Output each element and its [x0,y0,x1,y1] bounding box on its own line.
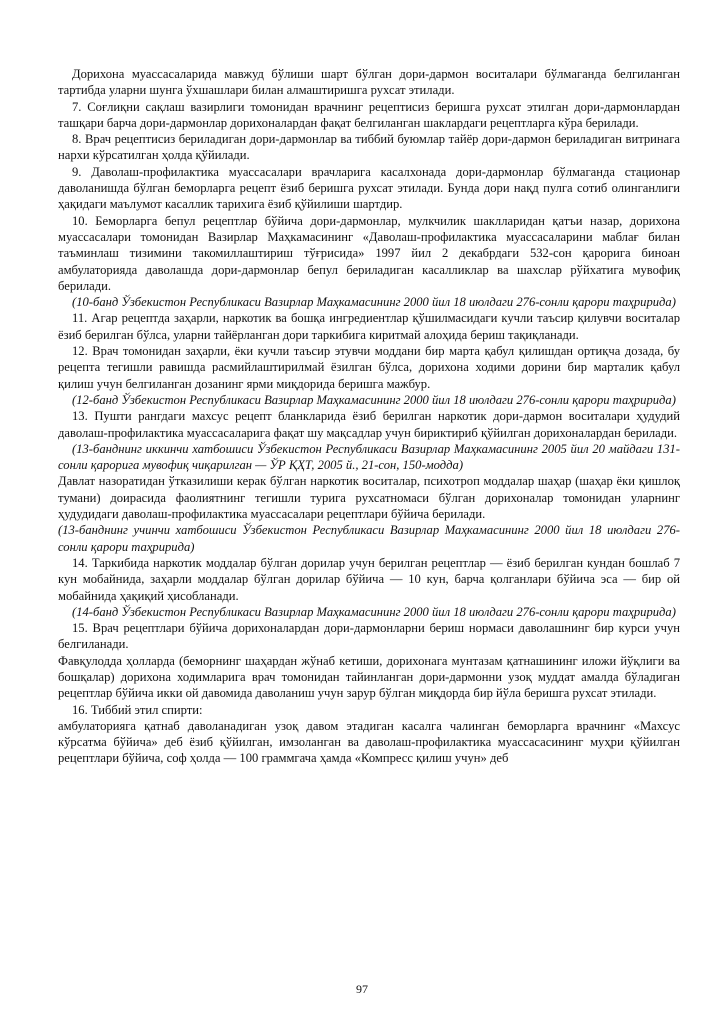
paragraph: Давлат назоратидан ўтказилиши керак бўлган наркотик воситалар, психотроп моддалар шаҳар (шаҳар ёки қишлоқ тумани) доирасида фаолиятнинг тегишли турига рухсатномаси бўлган дорихоналар томонидан уларнинг ҳудудидаги даволаш-профилактика муассасалари рецептлари бўйича берилади. [58,474,680,522]
amendment-note: (10-банд Ўзбекистон Республикаси Вазирлар Маҳкамасининг 2000 йил 18 июлдаги 276-сонли қарори таҳририда) [72,295,676,310]
paragraph: 10. Беморларга бепул рецептлар бўйича дори-дармонлар, мулкчилик шаклларидан қатъи назар, дорихона муассасалари томонидан Вазирлар Маҳкамасининг «Даволаш-профилактика муассасаларини маблағ билан таъминлаш тизимини такомиллаштириш тўғрисида» 1997 йил 2 декабрдаги 532-сон қарорига биноан амбулаторияда даволашда дори-дармонлар бепул бериладиган касалликлар ва шахслар рўйхатига мувофиқ берилади. [58,213,680,293]
paragraph: 11. Агар рецептда заҳарли, наркотик ва бошқа ингредиентлар қўшилмасидаги кучли таъсир қилувчи воситалар ёзиб берилган бўлса, уларни тайёрланган дори таркибига киритмай алоҳида бериш тақиқланади. [58,311,680,342]
page-number: 97 [356,982,368,996]
paragraph: амбулаторияга қатнаб даволанадиган узоқ давом этадиган касалга чалинган беморларга врачнинг «Махсус кўрсатма бўйича» деб ёзиб қўйилган, имзоланган ва даволаш-профилактика муассасасининг муҳри қўйилган рецептлари бўйича, соф ҳолда — 100 граммгача ҳамда «Компресс қилиш учун» деб [58,718,680,766]
paragraph: 15. Врач рецептлари бўйича дорихоналардан дори-дармонларни бериш нормаси даволашнинг бир курси учун белгиланади. [58,621,680,652]
paragraph: 16. Тиббий этил спирти: [72,702,203,717]
amendment-note: (14-банд Ўзбекистон Республикаси Вазирлар Маҳкамасининг 2000 йил 18 июлдаги 276-сонли қарори таҳририда) [72,604,676,619]
paragraph: Дорихона муассасаларида мавжуд бўлиши шарт бўлган дори-дармон воситалари бўлмаганда белгиланган тартибда уларни шунга ўхшашлари билан алмаштиришга рухсат этилади. [58,67,680,98]
amendment-note: (13-банднинг иккинчи хатбошиси Ўзбекистон Республикаси Вазирлар Маҳкамасининг 2005 йил 20 майдаги 131-сонли қарорига мувофиқ чиқарилган — ЎР ҚҲТ, 2005 й., 21-сон, 150-модда) [58,441,680,473]
amendment-note: (12-банд Ўзбекистон Республикаси Вазирлар Маҳкамасининг 2000 йил 18 июлдаги 276-сонли қарори таҳририда) [72,392,676,407]
paragraph: 12. Врач томонидан заҳарли, ёки кучли таъсир этувчи моддани бир марта қабул қилишдан ортиқча дозада, бу рецепта тегишли равишда расмийлаштирилмай ёзилган бўлса, дорихона ходими дорини бир марталик қабул қилиш учун белгиланган дозанинг ярми миқдорида беришга мажбур. [58,344,680,391]
paragraph: 13. Пушти рангдаги махсус рецепт бланкларида ёзиб берилган наркотик дори-дармон воситалари ҳудудий даволаш-профилактика муассасаларига фақат шу мақсадлар учун бириктириб қўйилган дорихоналардан берилади. [58,409,680,440]
paragraph: 14. Таркибида наркотик моддалар бўлган дорилар учун берилган рецептлар — ёзиб берилган кундан бошлаб 7 кун мобайнида, заҳарли моддалар бўлган дорилар бўйича — 10 кун, барча қолганлари бўйича эса — бир ой мобайнида ҳақиқий ҳисобланади. [58,555,680,603]
amendment-note: (13-банднинг учинчи хатбошиси Ўзбекистон Республикаси Вазирлар Маҳкамасининг 2000 йил 18 июлдаги 276-сонли қарори таҳририда) [58,523,680,554]
paragraph: Фавқулодда ҳолларда (беморнинг шаҳардан жўнаб кетиши, дорихонага мунтазам қатнашининг иложи йўқлиги ва бошқалар) дорихона ходимларига врач томонидан тайинланган дори-дармонни узоқ муддат амалда бўладиган рецептлар бўйича икки ой давомида даволаниш учун зарур бўлган миқдорда бир йўла беришга рухсат этилади. [58,653,680,701]
paragraph: 7. Соғлиқни сақлаш вазирлиги томонидан врачнинг рецептисиз беришга рухсат этилган дори-дармонлардан ташқари барча дори-дармонлар дорихоналардан фақат белгиланган шаклардаги рецептларга кўра берилади. [58,99,680,130]
paragraph: 8. Врач рецептисиз бериладиган дори-дармонлар ва тиббий буюмлар тайёр дори-дармон бериладиган витринага нархи кўрсатилган ҳолда қўйилади. [58,132,680,163]
document-body [58,66,680,767]
paragraph: 9. Даволаш-профилактика муассасалари врачларига касалхонада дори-дармонлар бўлмаганда стационар даволанишда бўлган беморларга рецепт ёзиб беришга рухсат этилади. Бунда дори нақд пулга сотиб олинганлиги ҳақидаги маълумот касаллик тарихига ёзиб қўйилиши шартдир. [58,164,680,212]
